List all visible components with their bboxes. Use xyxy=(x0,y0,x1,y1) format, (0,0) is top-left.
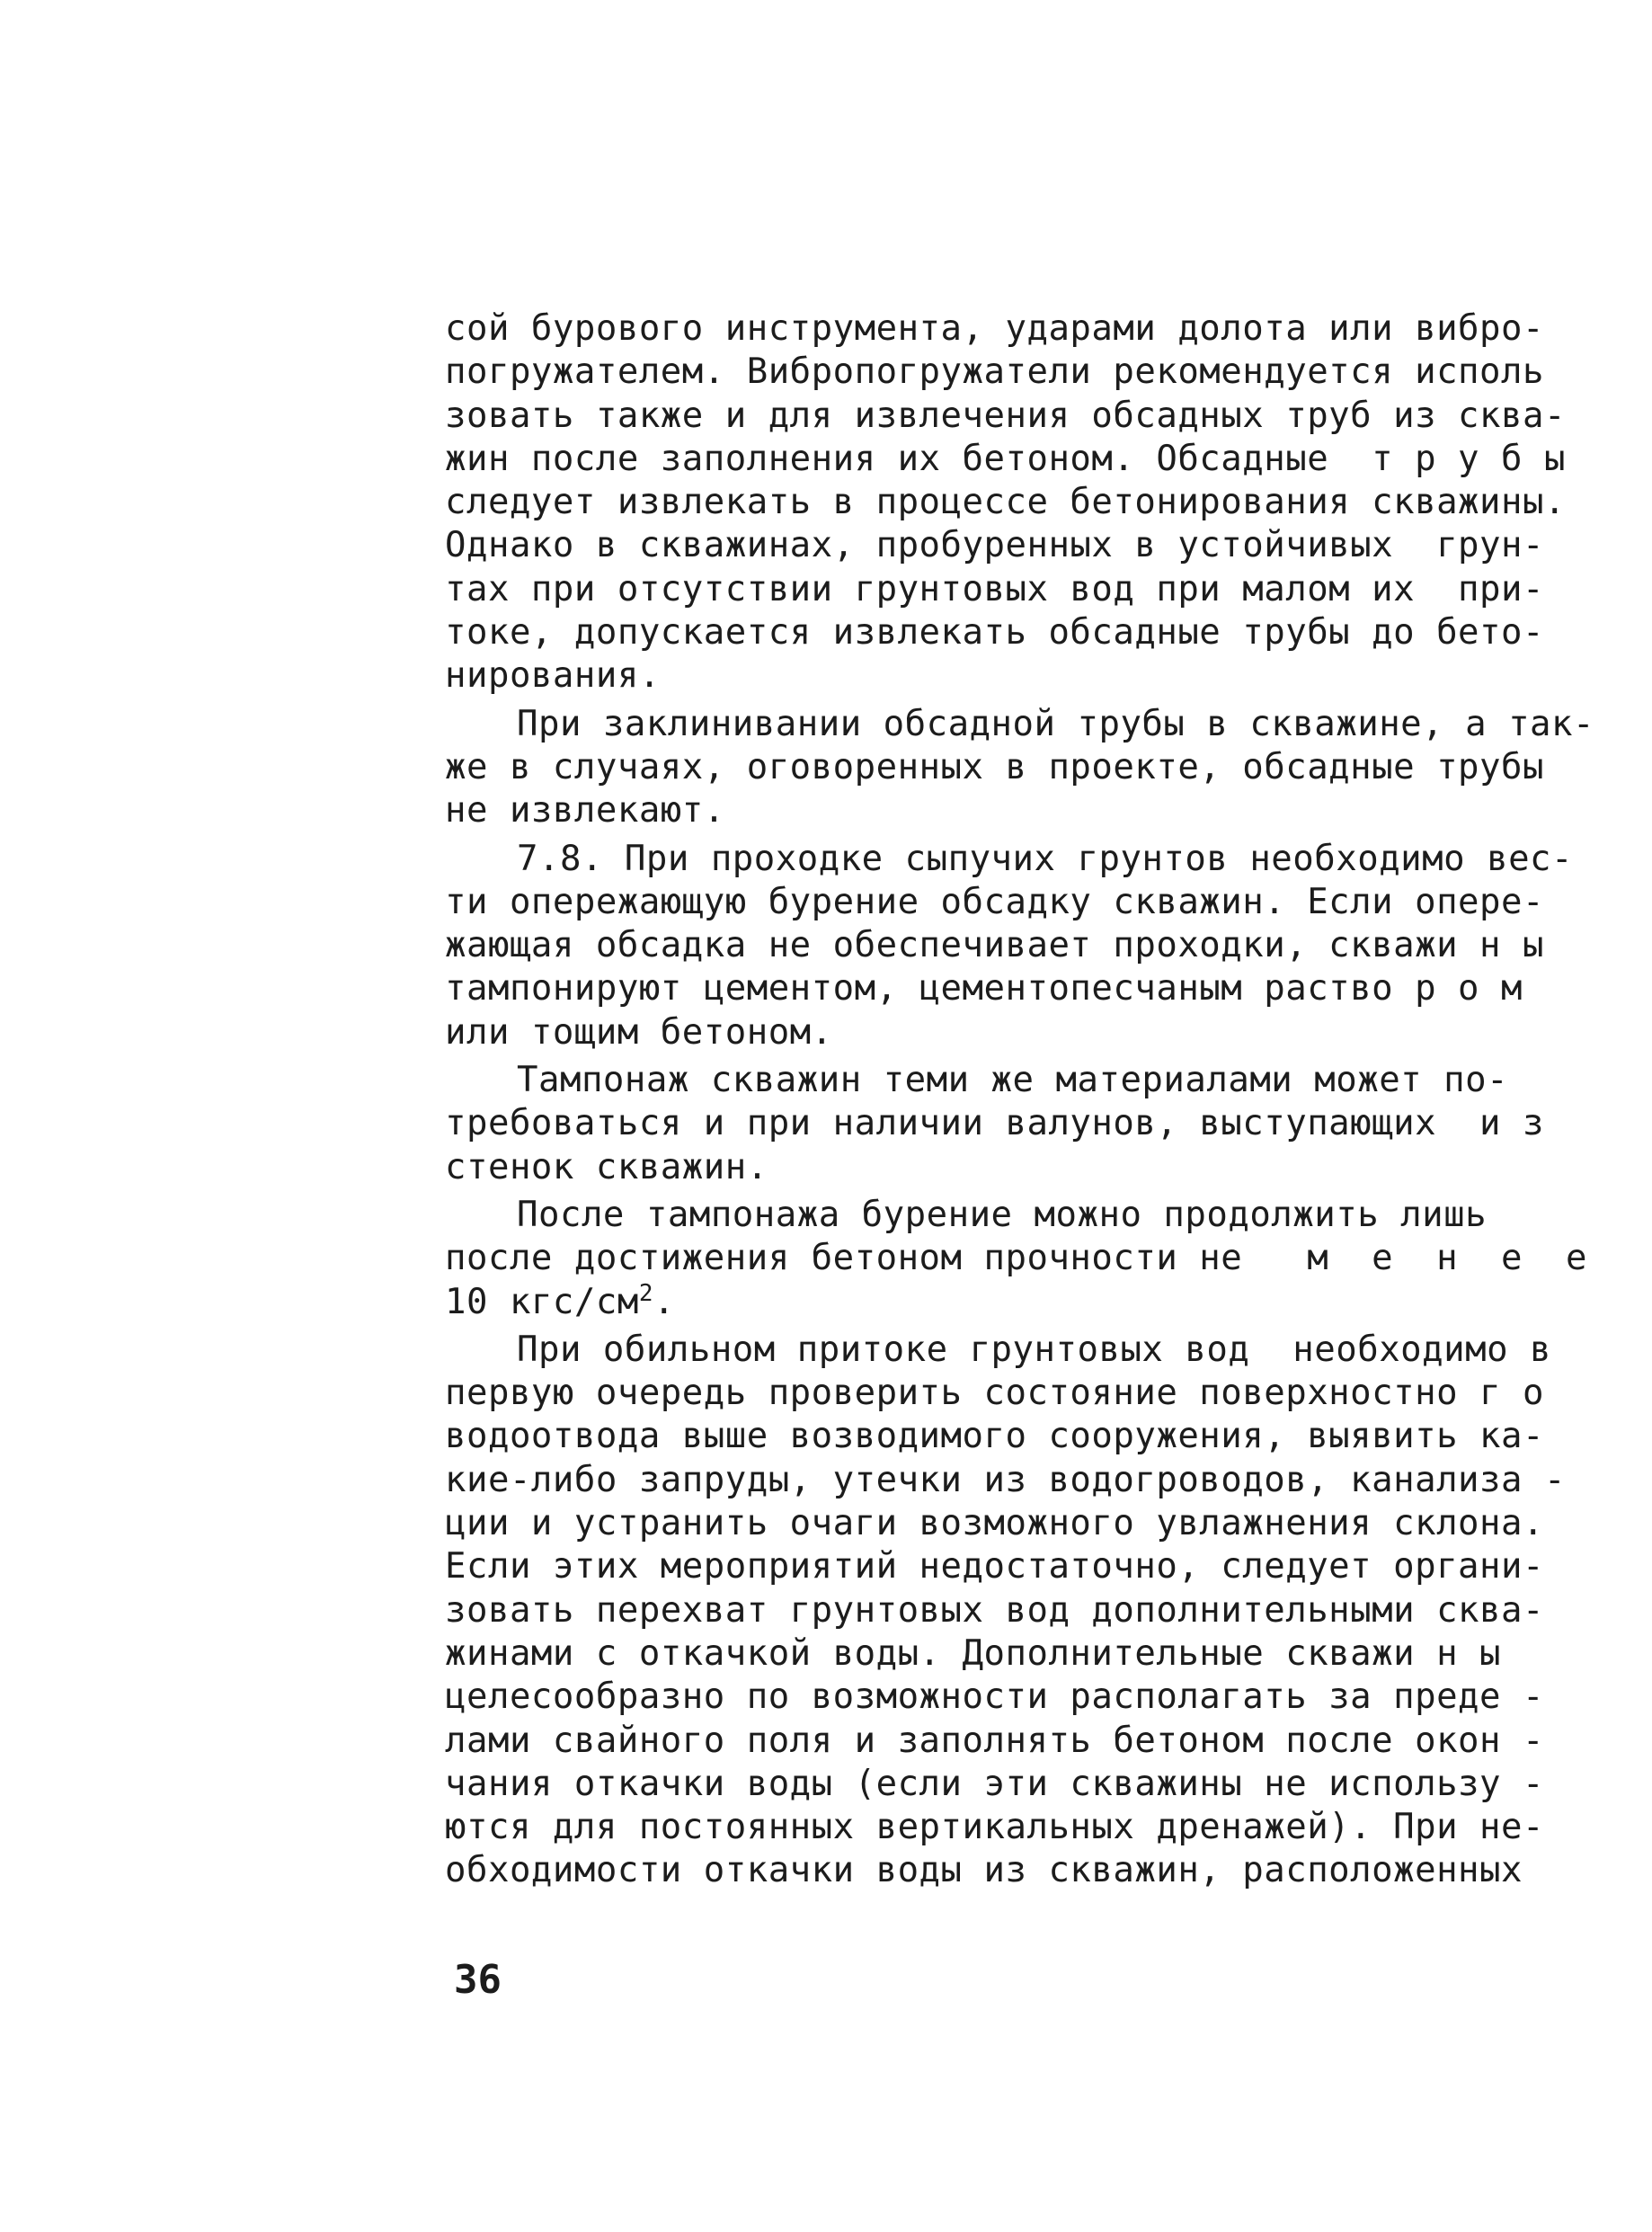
text-line: целесообразно по возможности располагать за преде - xyxy=(445,1676,1544,1718)
paragraph xyxy=(445,1059,1579,1189)
text-line: токе, допускается извлекать обсадные трубы до бето- xyxy=(445,612,1544,654)
text-line: или тощим бетоном. xyxy=(445,1011,833,1053)
text-line: тампонируют цементом, цементопесчаным раство р о м xyxy=(445,968,1523,1009)
body-text xyxy=(445,307,1594,1893)
text-line: жающая обсадка не обеспечивает проходки, скважи н ы xyxy=(445,925,1544,966)
text-line: Если этих мероприятий недостаточно, следует органи- xyxy=(445,1546,1544,1587)
page-number: 36 xyxy=(454,1957,502,2003)
text-line: водоотвода выше возводимого сооружения, выявить ка- xyxy=(445,1416,1544,1457)
superscript: 2 xyxy=(638,1279,653,1307)
paragraph xyxy=(445,703,1594,833)
text-line: сой бурового инструмента, ударами долота или вибро- xyxy=(445,308,1544,349)
text-line: Однако в скважинах, пробуренных в устойчивых грун- xyxy=(445,525,1544,566)
text-line: После тампонажа бурение можно продолжить лишь xyxy=(517,1194,1488,1235)
paragraph xyxy=(445,838,1579,1054)
text-line: ются для постоянных вертикальных дренажей). При не- xyxy=(445,1807,1544,1848)
text-line: же в случаях, оговоренных в проекте, обсадные трубы xyxy=(445,746,1544,787)
text-line: При обильном притоке грунтовых вод необходимо в xyxy=(517,1329,1552,1370)
text-line: 7.8. При проходке сыпучих грунтов необходимо вес- xyxy=(517,838,1574,879)
text-line: ти опережающую бурение обсадку скважин. Если опере- xyxy=(445,881,1544,922)
text-line: При заклинивании обсадной трубы в скважине, а так- xyxy=(517,703,1594,744)
text-line: стенок скважин. xyxy=(445,1146,768,1187)
paragraph xyxy=(445,1329,1579,1893)
text-line: требоваться и при наличии валунов, выступающих и з xyxy=(445,1103,1544,1144)
text-line: зовать перехват грунтовых вод дополнительными сква- xyxy=(445,1589,1544,1631)
text-line: погружателем. Вибропогружатели рекомендуется исполь xyxy=(445,351,1544,393)
text-line: жинами с откачкой воды. Дополнительные скважи н ы xyxy=(445,1632,1502,1674)
text-line: нирования. xyxy=(445,655,661,697)
text-line: чания откачки воды (если эти скважины не использу - xyxy=(445,1763,1544,1804)
text-line: обходимости откачки воды из скважин, расположенных xyxy=(445,1850,1523,1891)
sentence-end: . xyxy=(653,1281,675,1322)
text-line: ции и устранить очаги возможного увлажнения склона. xyxy=(445,1503,1544,1544)
paragraph xyxy=(445,1194,1587,1324)
paragraph xyxy=(445,307,1579,698)
text-line: после достижения бетоном прочности не м е н е е xyxy=(445,1238,1587,1279)
text-line: кие-либо запруды, утечки из водогроводов, канализа - xyxy=(445,1459,1566,1500)
text-line: первую очередь проверить состояние поверхностно г о xyxy=(445,1373,1544,1414)
text-line: Тампонаж скважин теми же материалами может по- xyxy=(517,1060,1509,1101)
text-line: зовать также и для извлечения обсадных труб из сква- xyxy=(445,395,1566,436)
strength-value: 10 кгс/см xyxy=(445,1281,639,1322)
text-line: лами свайного поля и заполнять бетоном после окон - xyxy=(445,1720,1544,1761)
text-line: жин после заполнения их бетоном. Обсадные т р у б ы xyxy=(445,438,1566,479)
text-line: тах при отсутствии грунтовых вод при малом их при- xyxy=(445,568,1544,609)
text-line: не извлекают. xyxy=(445,790,725,831)
text-line xyxy=(445,1281,1579,1324)
text-line: следует извлекать в процессе бетонирования скважины. xyxy=(445,482,1566,523)
